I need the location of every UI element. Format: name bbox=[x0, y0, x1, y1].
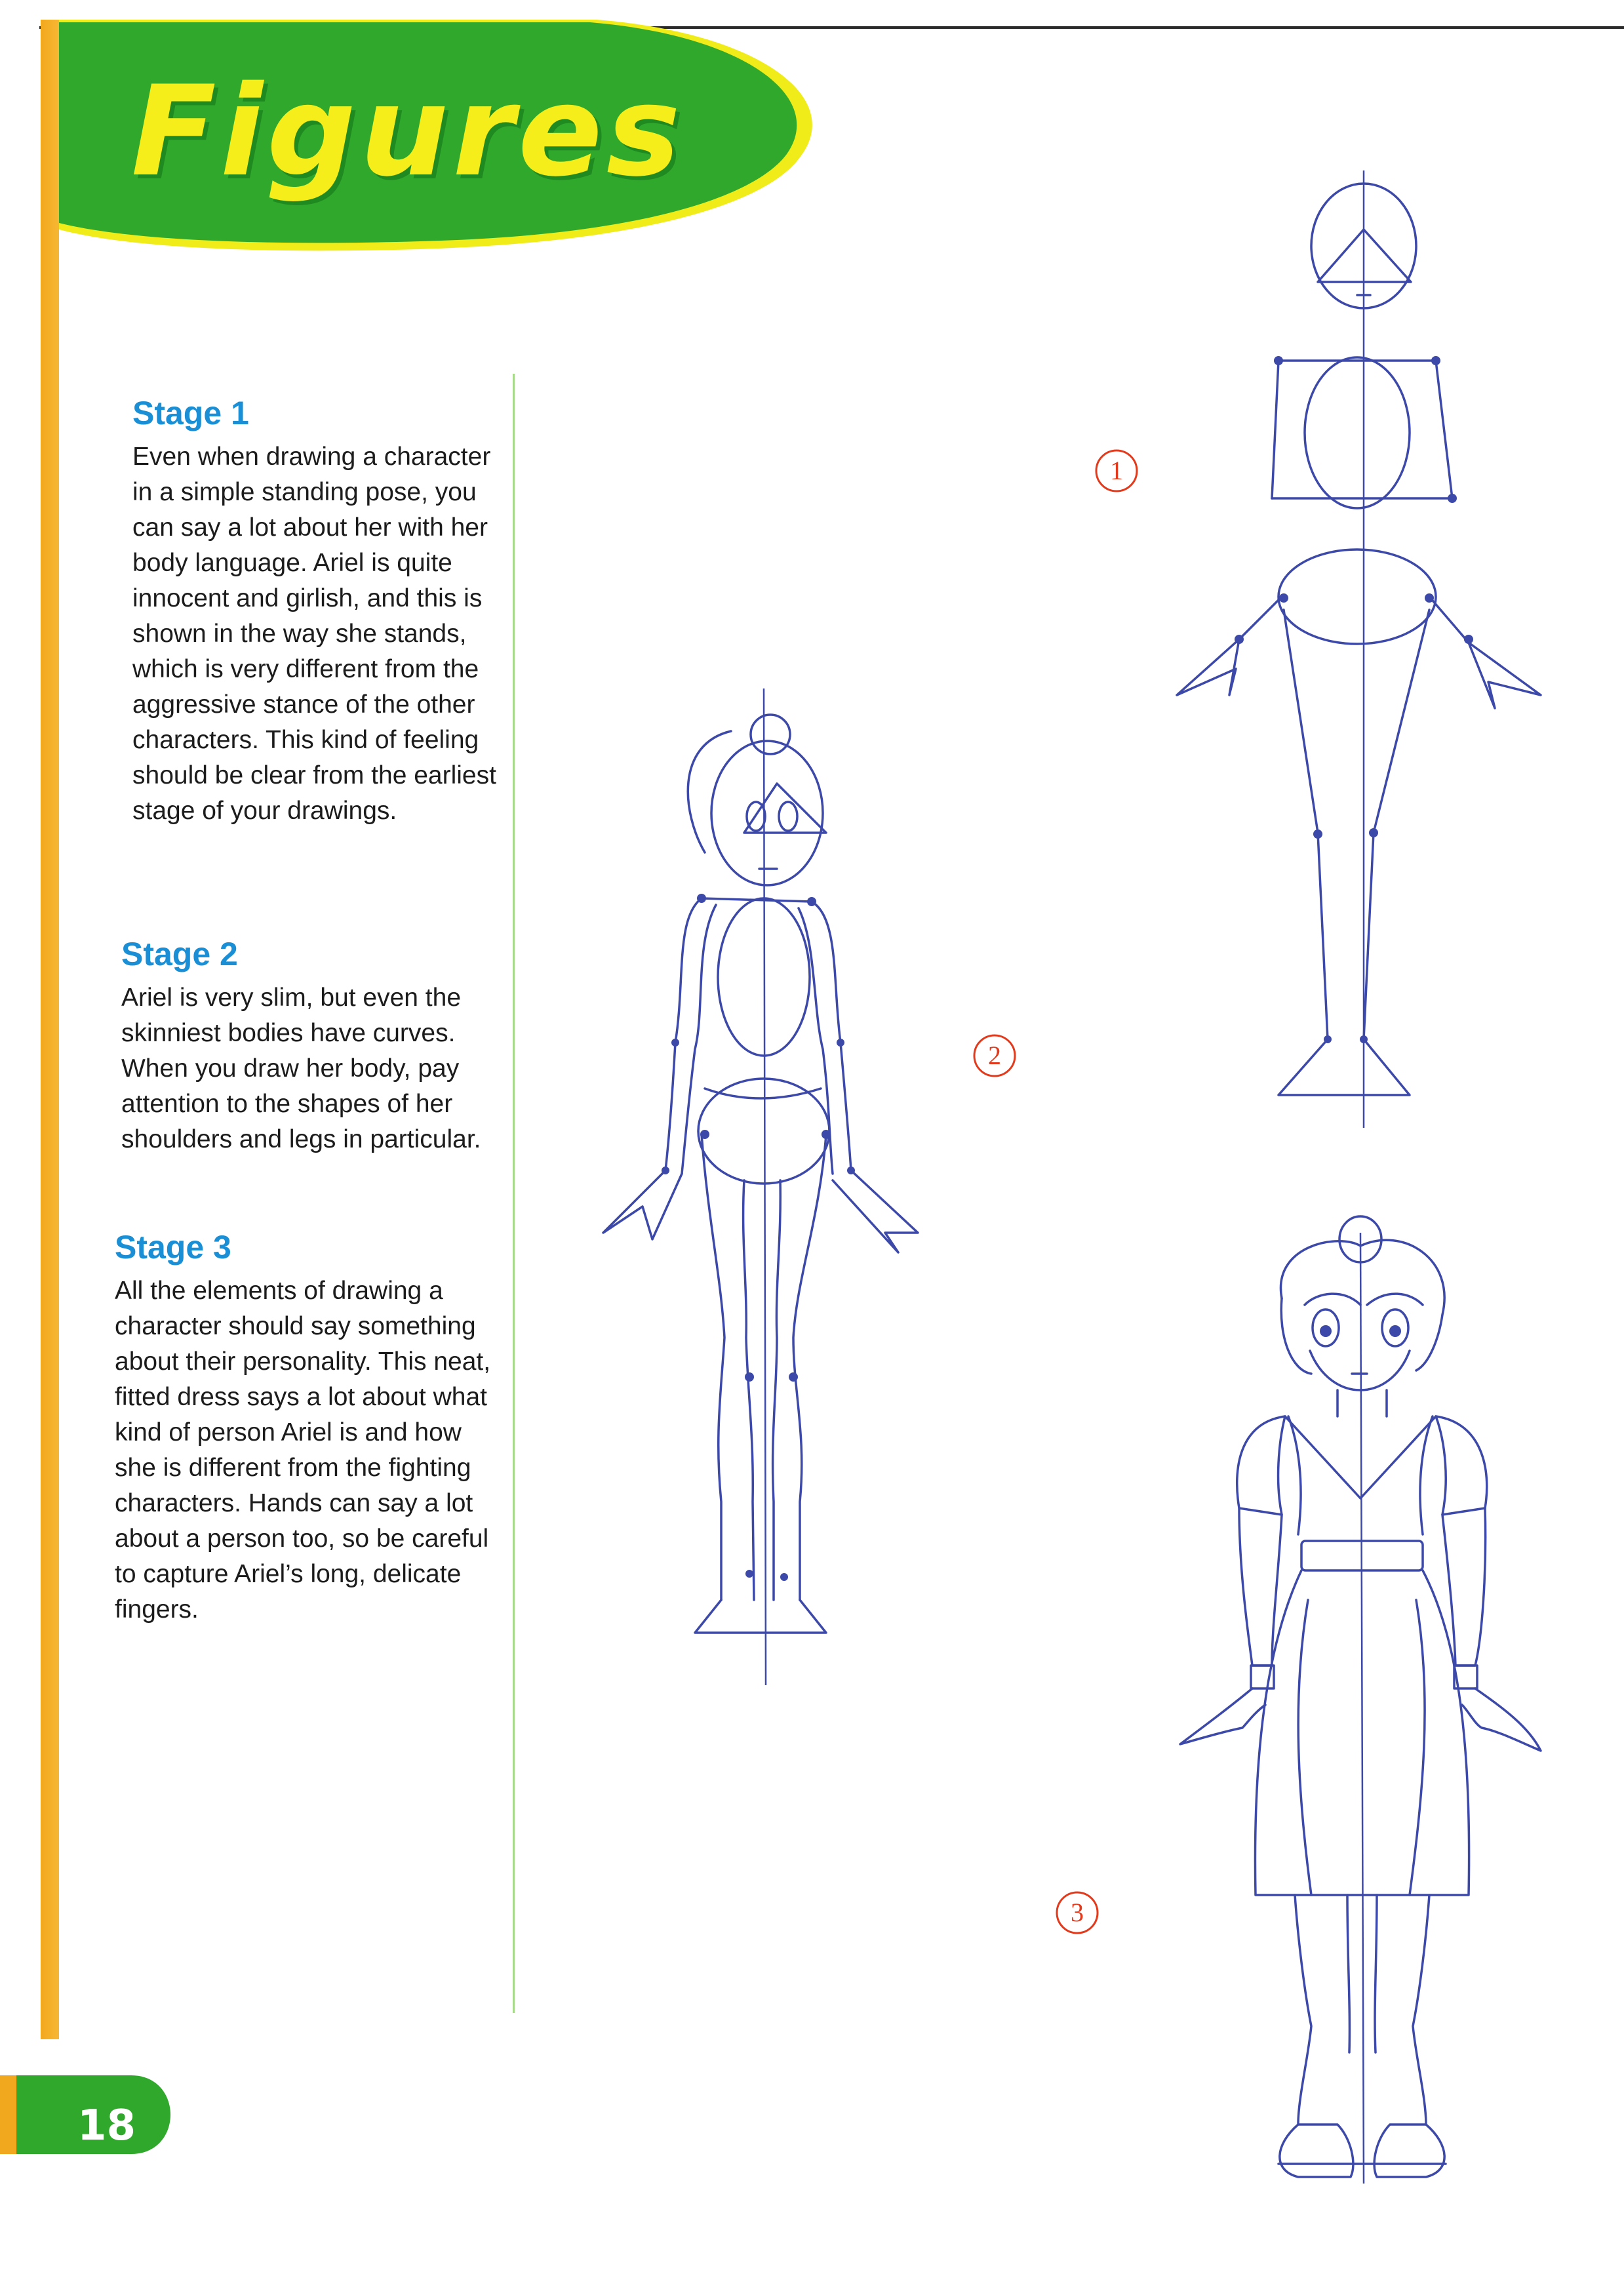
book-spine-stripe bbox=[41, 20, 59, 2039]
figure-2-body-shape bbox=[590, 682, 983, 1692]
figure-1-number bbox=[1094, 448, 1139, 494]
svg-text:3: 3 bbox=[1071, 1898, 1084, 1927]
stage-3-heading: Stage 3 bbox=[115, 1229, 231, 1266]
stage-1-heading: Stage 1 bbox=[132, 395, 249, 431]
svg-text:2: 2 bbox=[988, 1041, 1001, 1070]
figure-1-stick-skeleton bbox=[1154, 164, 1560, 1134]
stage-2-text: Ariel is very slim, but even the skinniest bodies have curves. When you draw her body, pay attention to the shapes of her shoulders and legs in particular. bbox=[121, 984, 481, 1153]
stage-2-heading: Stage 2 bbox=[121, 936, 238, 972]
stage-3-text: All the elements of drawing a character should say something about their personality. This neat, fitted dress says a lot about what kind of person Ariel is and how she is different from the fighting characters. Hands can say a lot about a person too, so be careful to capture Ariel’s long, delicate fingers. bbox=[115, 1277, 491, 1624]
stage-3-section bbox=[115, 1227, 495, 1627]
stage-2-section bbox=[121, 934, 502, 1157]
svg-text:1: 1 bbox=[1110, 456, 1123, 485]
figure-3-dressed-character bbox=[1141, 1207, 1587, 2190]
figure-3-number bbox=[1054, 1890, 1100, 1936]
page-title: Figures bbox=[131, 59, 684, 204]
column-divider bbox=[513, 374, 515, 2013]
stage-1-text: Even when drawing a character in a simple standing pose, you can say a lot about her with her body language. Ariel is quite innocent and girlish, and this is shown in the way she stands, which is very different from the aggressive stance of the other characters. This kind of feeling should be clear from the earliest stage of your drawings. bbox=[132, 443, 496, 825]
stage-1-section bbox=[132, 393, 513, 829]
page-number: 18 bbox=[77, 2102, 136, 2150]
